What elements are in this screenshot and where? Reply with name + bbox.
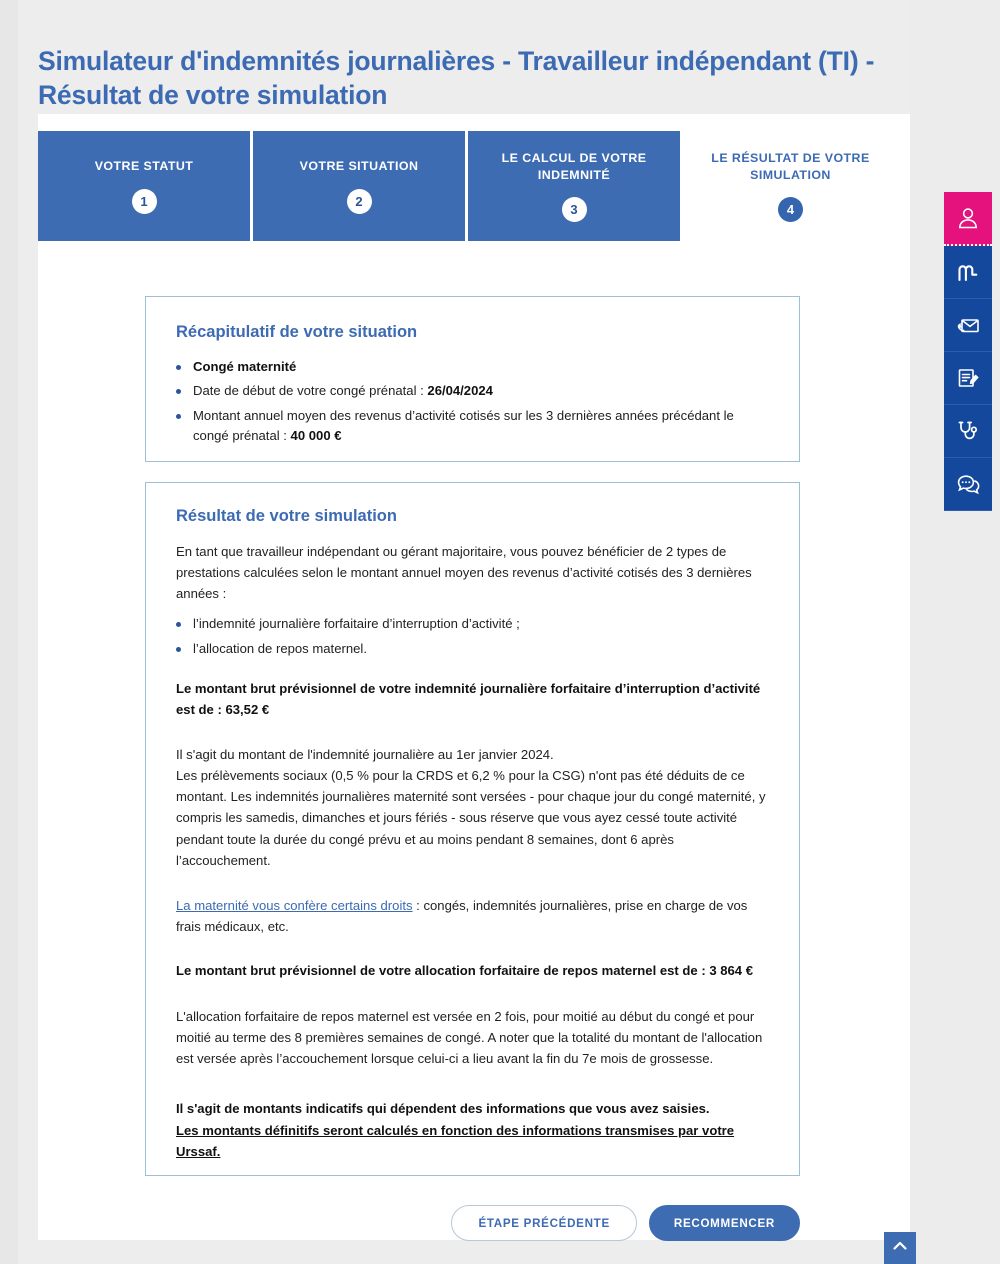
step-label-4: LE RÉSULTAT DE VOTRE SIMULATION [711,150,870,182]
restart-button[interactable]: RECOMMENCER [649,1205,800,1241]
previous-step-button[interactable]: ÉTAPE PRÉCÉDENTE [451,1205,636,1241]
spacer [176,734,769,744]
rail-item-messages[interactable] [944,458,992,511]
list-item: l’allocation de repos maternel. [176,639,769,659]
step-tab-4[interactable] [683,131,898,241]
side-icon-rail [944,192,992,511]
disclaimer-underlined: Les montants définitifs seront calculés en fonction des informations transmises par votre Urssaf. [176,1122,735,1159]
recap-heading: Récapitulatif de votre situation [176,323,418,341]
rest-allowance-note: L'allocation forfaitaire de repos maternel est versée en 2 fois, pour moitié au début du congé et pour moitié au terme des 8 premières semaines de congé. A noter que la totalité du montant de l'allocation est versée après l’accouchement lorsque celui-ci a lieu avant la fin du 7e mois de grossesse. [176,1008,763,1067]
footer-button-row [145,1205,800,1241]
recap-item-2-text: Montant annuel moyen des revenus d’activité cotisés sur les 3 dernières années précédant le congé prénatal : [193,407,734,444]
chevron-up-icon [891,1237,909,1260]
step-label-1: VOTRE STATUT [94,159,194,174]
result-intro-paragraph: En tant que travailleur indépendant ou gérant majoritaire, vous pouvez bénéficier de 2 types de prestations calculées selon le montant annuel moyen des revenus d’activité cotisés des 3 dernières années : [176,543,752,602]
result-card [145,482,800,1176]
recap-item-0-strong: Congé maternité [193,358,297,374]
disclaimer-underlined-wrap [176,1120,769,1162]
maternity-rights-link[interactable]: La maternité vous confère certains droits [176,898,413,914]
spacer [176,951,769,961]
spacer [176,663,769,679]
list-item [176,357,769,377]
recap-item-1-text: Date de début de votre congé prénatal : [193,383,428,399]
step-number-3: 3 [562,197,587,222]
stepper [38,131,898,241]
mail-phone-icon [955,312,982,339]
page-title: Simulateur d'indemnités journalières - Travailleur indépendant (TI) - Résultat de votre simulation [38,45,875,111]
maternity-rights-paragraph [176,895,769,937]
step-label-3: LE CALCUL DE VOTRE INDEMNITÉ [501,150,647,182]
recap-item-2-strong: 40 000 € [290,428,342,444]
rail-item-logo[interactable] [944,246,992,299]
rest-allowance-amount: Le montant brut prévisionnel de votre allocation forfaitaire de repos maternel est de : 3 864 € [176,963,754,979]
rail-item-account[interactable] [944,192,992,246]
result-bullet-list [176,614,769,659]
step-tab-3[interactable] [468,131,683,241]
list-item [176,381,769,401]
step-number-4: 4 [778,197,803,222]
step-number-2: 2 [347,189,372,214]
maternity-rights-tail: : congés, indemnités journalières, prise en charge de vos frais médicaux, etc. [176,898,748,935]
recap-item-1-strong: 26/04/2024 [427,383,493,399]
page-left-gutter [0,0,18,1264]
scroll-to-top-button[interactable] [884,1232,916,1264]
result-heading: Résultat de votre simulation [176,507,397,525]
form-edit-icon [955,365,981,391]
rail-item-contact[interactable] [944,299,992,352]
list-item [176,406,769,447]
step-tab-2[interactable] [253,131,468,241]
spacer [176,885,769,895]
stethoscope-icon [955,418,981,444]
rail-item-health[interactable] [944,405,992,458]
spacer [176,996,769,1006]
daily-allowance-note-line2: Les prélèvements sociaux (0,5 % pour la CRDS et 6,2 % pour la CSG) n'ont pas été déduits de ce montant. Les indemnités journalières maternité sont versées - pour chaque jour du congé maternité, y compris les samedis, dimanches et jours fériés - sous réserve que vous ayez cessé toute activité pendant toute la durée du congé prévu et au moins pendant 8 semaines, dont 6 après l’accouchement. [176,768,766,868]
recap-card [145,296,800,462]
recap-list [176,357,769,447]
spacer [176,1083,769,1099]
logo-m-icon [955,259,981,285]
step-tab-1[interactable] [38,131,253,241]
daily-allowance-amount: Le montant brut prévisionnel de votre indemnité journalière forfaitaire d’interruption d’activité est de : 63,52 € [176,681,761,717]
step-label-2: VOTRE SITUATION [299,159,419,174]
step-number-1: 1 [132,189,157,214]
rail-item-forms[interactable] [944,352,992,405]
person-icon [955,205,981,231]
chat-bubbles-icon [955,471,982,498]
disclaimer-plain: Il s'agit de montants indicatifs qui dépendent des informations que vous avez saisies. [176,1101,710,1117]
daily-allowance-note-line1: Il s'agit du montant de l'indemnité journalière au 1er janvier 2024. [176,746,554,762]
list-item: l’indemnité journalière forfaitaire d’interruption d’activité ; [176,614,769,634]
